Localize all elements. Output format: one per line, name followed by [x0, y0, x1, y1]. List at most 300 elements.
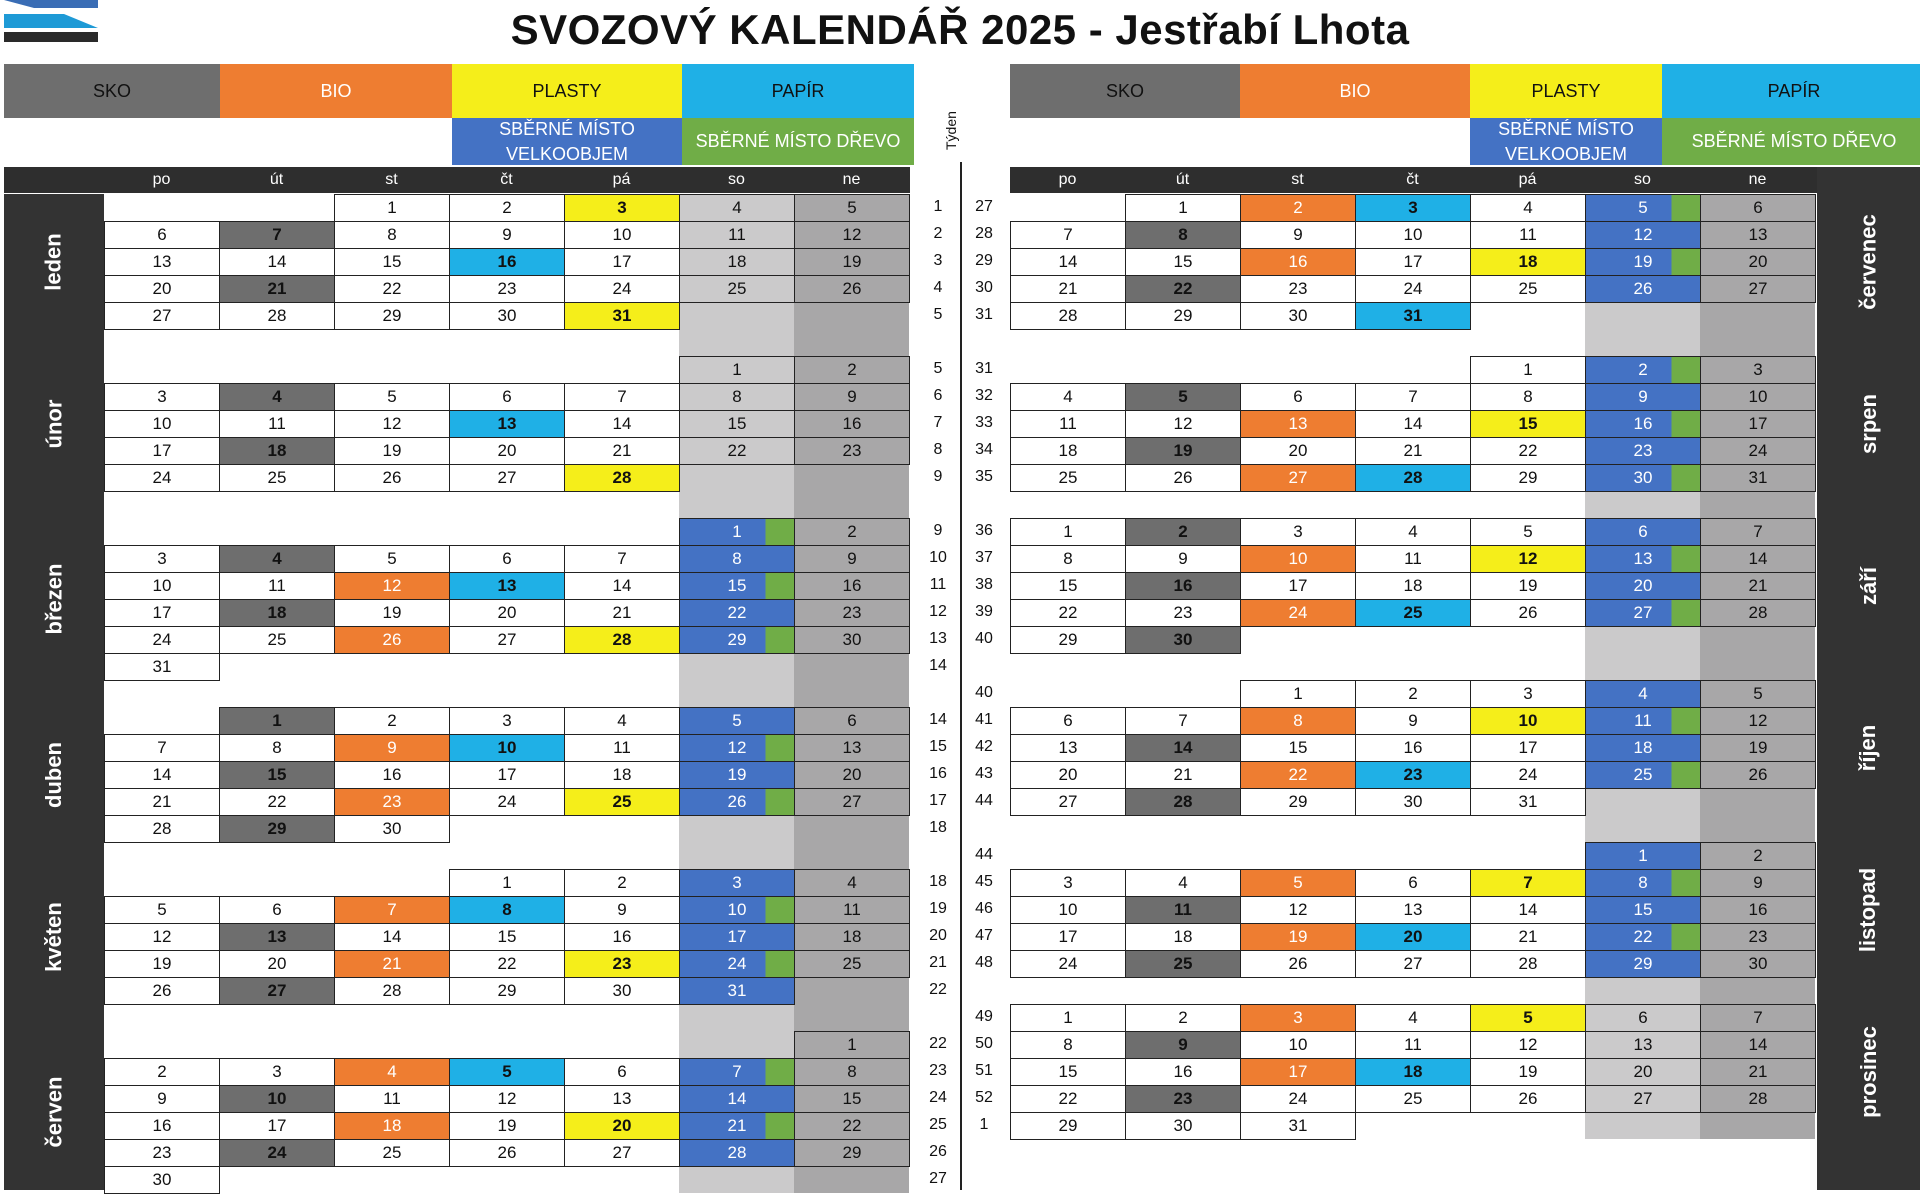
- calendar-day: 7: [679, 1058, 795, 1086]
- calendar-day: 26: [1470, 1085, 1586, 1113]
- calendar-day: 29: [1010, 626, 1126, 654]
- calendar-day: 2: [1585, 356, 1701, 384]
- calendar-day: 11: [334, 1085, 450, 1113]
- calendar-day: 28: [1470, 950, 1586, 978]
- calendar-day: 20: [1010, 761, 1126, 789]
- calendar-day: 17: [679, 923, 795, 951]
- calendar-day: 29: [449, 977, 565, 1005]
- calendar-day: 26: [104, 977, 220, 1005]
- calendar-day: 28: [1355, 464, 1471, 492]
- calendar-day: 17: [1240, 572, 1356, 600]
- calendar-day: 24: [1240, 599, 1356, 627]
- calendar-day: 18: [219, 437, 335, 465]
- calendar-day: 19: [1470, 572, 1586, 600]
- calendar-day: 10: [1010, 896, 1126, 924]
- calendar-day: 22: [679, 599, 795, 627]
- calendar-day: 15: [334, 248, 450, 276]
- calendar-day: 16: [1125, 1058, 1241, 1086]
- calendar-day: 23: [449, 275, 565, 303]
- week-number: 17: [929, 792, 947, 809]
- calendar-day: 25: [1355, 599, 1471, 627]
- calendar-day: 8: [794, 1058, 910, 1086]
- calendar-day: 12: [1470, 545, 1586, 573]
- calendar-day: 21: [679, 1112, 795, 1140]
- week-number: 22: [929, 981, 947, 998]
- calendar-day: 11: [219, 572, 335, 600]
- calendar-day: 5: [1470, 1004, 1586, 1032]
- calendar-day: 5: [334, 383, 450, 411]
- calendar-day: 4: [794, 869, 910, 897]
- calendar-day: 3: [219, 1058, 335, 1086]
- calendar-day: 14: [334, 923, 450, 951]
- calendar-day: 28: [564, 626, 680, 654]
- calendar-day: 20: [449, 437, 565, 465]
- calendar-day: 16: [104, 1112, 220, 1140]
- calendar-day: 13: [449, 572, 565, 600]
- calendar-day: 14: [104, 761, 220, 789]
- calendar-day: 7: [1125, 707, 1241, 735]
- week-number: 30: [975, 279, 993, 296]
- calendar-day: 4: [334, 1058, 450, 1086]
- calendar-day: 22: [334, 275, 450, 303]
- calendar-day: 10: [1355, 221, 1471, 249]
- calendar-day: 20: [1585, 1058, 1701, 1086]
- calendar-day: 5: [1585, 194, 1701, 222]
- calendar-day: 29: [1470, 464, 1586, 492]
- calendar-day: 21: [1700, 1058, 1816, 1086]
- week-number: 40: [975, 630, 993, 647]
- week-number: 20: [929, 927, 947, 944]
- calendar-day: 11: [1585, 707, 1701, 735]
- calendar-day: 23: [794, 437, 910, 465]
- calendar-day: 13: [1700, 221, 1816, 249]
- calendar-day: 1: [1010, 518, 1126, 546]
- calendar-day: 24: [1355, 275, 1471, 303]
- calendar-day: 9: [104, 1085, 220, 1113]
- calendar-day: 25: [219, 626, 335, 654]
- day-header-po: po: [152, 171, 171, 188]
- calendar-day: 6: [1355, 869, 1471, 897]
- calendar-day: 15: [679, 410, 795, 438]
- calendar-day: 9: [334, 734, 450, 762]
- calendar-day: 5: [1125, 383, 1241, 411]
- calendar-day: 29: [1125, 302, 1241, 330]
- calendar-day: 16: [334, 761, 450, 789]
- legend-sko: SKO: [1010, 64, 1240, 118]
- calendar-day: 21: [564, 599, 680, 627]
- calendar-day: 28: [1700, 599, 1816, 627]
- calendar-day: 21: [219, 275, 335, 303]
- calendar-day: 4: [679, 194, 795, 222]
- calendar-day: 10: [564, 221, 680, 249]
- calendar-day: 8: [449, 896, 565, 924]
- calendar-day: 23: [1125, 599, 1241, 627]
- calendar-day: 10: [1240, 545, 1356, 573]
- calendar-day: 7: [1700, 1004, 1816, 1032]
- calendar-day: 27: [794, 788, 910, 816]
- calendar-day: 1: [449, 869, 565, 897]
- calendar-day: 17: [1700, 410, 1816, 438]
- calendar-day: 22: [1125, 275, 1241, 303]
- calendar-day: 30: [334, 815, 450, 843]
- calendar-day: 8: [1010, 545, 1126, 573]
- calendar-day: 15: [1470, 410, 1586, 438]
- calendar-day: 15: [794, 1085, 910, 1113]
- calendar-day: 31: [1700, 464, 1816, 492]
- calendar-day: 14: [1125, 734, 1241, 762]
- day-header-út: út: [1175, 171, 1190, 188]
- day-header-čt: čt: [1406, 171, 1419, 188]
- calendar-day: 5: [1240, 869, 1356, 897]
- calendar-day: 6: [104, 221, 220, 249]
- calendar-day: 8: [1125, 221, 1241, 249]
- calendar-day: 1: [1585, 842, 1701, 870]
- calendar-day: 7: [564, 383, 680, 411]
- day-header-so: so: [728, 171, 745, 188]
- calendar-day: 23: [1125, 1085, 1241, 1113]
- calendar-day: 2: [1125, 518, 1241, 546]
- calendar-day: 17: [1470, 734, 1586, 762]
- calendar-day: 28: [564, 464, 680, 492]
- calendar-day: 22: [794, 1112, 910, 1140]
- calendar-day: 8: [219, 734, 335, 762]
- calendar-day: 6: [449, 545, 565, 573]
- legend-plasty: PLASTY: [452, 64, 682, 118]
- calendar-day: 22: [1585, 923, 1701, 951]
- calendar-day: 5: [1470, 518, 1586, 546]
- week-number: 6: [933, 387, 943, 404]
- calendar-day: 1: [794, 1031, 910, 1059]
- calendar-day: 17: [449, 761, 565, 789]
- calendar-day: 10: [1470, 707, 1586, 735]
- calendar-day: 20: [449, 599, 565, 627]
- calendar-day: 16: [794, 410, 910, 438]
- calendar-day: 9: [794, 545, 910, 573]
- calendar-day: 3: [1240, 518, 1356, 546]
- calendar-day: 8: [1470, 383, 1586, 411]
- calendar-day: 9: [1125, 1031, 1241, 1059]
- calendar-day: 29: [219, 815, 335, 843]
- calendar-day: 14: [1355, 410, 1471, 438]
- calendar-day: 24: [104, 626, 220, 654]
- week-number: 3: [933, 252, 943, 269]
- legend-bio: BIO: [1240, 64, 1470, 118]
- calendar-day: 23: [1585, 437, 1701, 465]
- calendar-day: 25: [219, 464, 335, 492]
- calendar-day: 2: [794, 356, 910, 384]
- calendar-day: 30: [794, 626, 910, 654]
- calendar-day: 18: [334, 1112, 450, 1140]
- calendar-day: 31: [564, 302, 680, 330]
- calendar-day: 4: [1355, 518, 1471, 546]
- week-number: 8: [933, 441, 943, 458]
- week-number: 12: [929, 603, 947, 620]
- calendar-day: 24: [449, 788, 565, 816]
- calendar-day: 25: [1585, 761, 1701, 789]
- week-number: 10: [929, 549, 947, 566]
- week-number: 4: [933, 279, 943, 296]
- calendar-day: 24: [1700, 437, 1816, 465]
- week-number: 52: [975, 1089, 993, 1106]
- calendar-day: 27: [1240, 464, 1356, 492]
- calendar-day: 30: [1700, 950, 1816, 978]
- calendar-day: 13: [1010, 734, 1126, 762]
- calendar-day: 2: [449, 194, 565, 222]
- calendar-day: 29: [794, 1139, 910, 1167]
- calendar-day: 17: [219, 1112, 335, 1140]
- calendar-day: 2: [104, 1058, 220, 1086]
- calendar-day: 8: [1010, 1031, 1126, 1059]
- calendar-day: 25: [794, 950, 910, 978]
- calendar-day: 27: [219, 977, 335, 1005]
- calendar-day: 18: [1125, 923, 1241, 951]
- calendar-day: 16: [1700, 896, 1816, 924]
- calendar-day: 22: [1010, 599, 1126, 627]
- week-number: 15: [929, 738, 947, 755]
- calendar-day: 7: [564, 545, 680, 573]
- calendar-day: 15: [1010, 572, 1126, 600]
- calendar-day: 1: [1010, 1004, 1126, 1032]
- week-number: 31: [975, 360, 993, 377]
- calendar-day: 21: [564, 437, 680, 465]
- calendar-day: 4: [1470, 194, 1586, 222]
- calendar-day: 1: [219, 707, 335, 735]
- calendar-day: 24: [1240, 1085, 1356, 1113]
- week-number: 24: [929, 1089, 947, 1106]
- calendar-day: 27: [1585, 599, 1701, 627]
- month-label: srpen: [1855, 393, 1881, 454]
- calendar-day: 22: [219, 788, 335, 816]
- calendar-day: 18: [1355, 1058, 1471, 1086]
- calendar-day: 8: [1585, 869, 1701, 897]
- calendar-day: 31: [104, 653, 220, 681]
- week-number: 5: [933, 306, 943, 323]
- week-number: 13: [929, 630, 947, 647]
- week-number: 25: [929, 1116, 947, 1133]
- week-number: 38: [975, 576, 993, 593]
- calendar-day: 19: [449, 1112, 565, 1140]
- calendar-day: 29: [1240, 788, 1356, 816]
- month-label: únor: [40, 399, 66, 448]
- calendar-day: 8: [1240, 707, 1356, 735]
- calendar-day: 21: [334, 950, 450, 978]
- calendar-day: 16: [449, 248, 565, 276]
- calendar-day: 28: [1700, 1085, 1816, 1113]
- calendar-day: 25: [679, 275, 795, 303]
- calendar-day: 9: [1240, 221, 1356, 249]
- calendar-day: 10: [1700, 383, 1816, 411]
- calendar-day: 28: [679, 1139, 795, 1167]
- week-number: 50: [975, 1035, 993, 1052]
- calendar-day: 7: [219, 221, 335, 249]
- calendar-day: 17: [104, 437, 220, 465]
- calendar-day: 15: [449, 923, 565, 951]
- legend-drevo: SBĚRNÉ MÍSTO DŘEVO: [1662, 118, 1920, 165]
- calendar-day: 31: [1470, 788, 1586, 816]
- calendar-day: 25: [1125, 950, 1241, 978]
- calendar-day: 7: [1700, 518, 1816, 546]
- calendar-day: 15: [1240, 734, 1356, 762]
- calendar-day: 6: [1585, 518, 1701, 546]
- calendar-day: 19: [1700, 734, 1816, 762]
- calendar-day: 2: [564, 869, 680, 897]
- calendar-day: 8: [679, 545, 795, 573]
- week-number: 18: [929, 873, 947, 890]
- calendar-day: 14: [1700, 1031, 1816, 1059]
- calendar-day: 20: [564, 1112, 680, 1140]
- calendar-day: 27: [104, 302, 220, 330]
- calendar-day: 9: [1125, 545, 1241, 573]
- calendar-day: 19: [334, 437, 450, 465]
- calendar-day: 23: [1240, 275, 1356, 303]
- calendar-day: 23: [104, 1139, 220, 1167]
- calendar-day: 30: [1125, 1112, 1241, 1140]
- calendar-day: 12: [104, 923, 220, 951]
- calendar-day: 23: [564, 950, 680, 978]
- week-number: 26: [929, 1143, 947, 1160]
- legend-papir: PAPÍR: [1662, 64, 1920, 118]
- calendar-day: 9: [564, 896, 680, 924]
- calendar-day: 16: [564, 923, 680, 951]
- calendar-day: 7: [1355, 383, 1471, 411]
- calendar-day: 30: [449, 302, 565, 330]
- calendar-day: 9: [1700, 869, 1816, 897]
- day-header-po: po: [1058, 171, 1077, 188]
- legend-sko: SKO: [4, 64, 220, 118]
- calendar-day: 11: [219, 410, 335, 438]
- calendar-day: 8: [679, 383, 795, 411]
- calendar-day: 25: [564, 788, 680, 816]
- calendar-day: 1: [1125, 194, 1241, 222]
- calendar-day: 26: [679, 788, 795, 816]
- month-label: září: [1855, 566, 1881, 605]
- calendar-day: 6: [449, 383, 565, 411]
- week-number: 21: [929, 954, 947, 971]
- calendar-day: 7: [104, 734, 220, 762]
- calendar-day: 12: [1585, 221, 1701, 249]
- calendar-day: 25: [1470, 275, 1586, 303]
- week-number: 29: [975, 252, 993, 269]
- calendar-day: 22: [1240, 761, 1356, 789]
- calendar-day: 3: [1010, 869, 1126, 897]
- week-number: 51: [975, 1062, 993, 1079]
- calendar-day: 20: [1240, 437, 1356, 465]
- calendar-day: 12: [1125, 410, 1241, 438]
- calendar-day: 26: [334, 464, 450, 492]
- calendar-day: 27: [449, 626, 565, 654]
- week-number: 49: [975, 1008, 993, 1025]
- calendar-day: 31: [1355, 302, 1471, 330]
- calendar-day: 24: [1470, 761, 1586, 789]
- calendar-day: 6: [794, 707, 910, 735]
- calendar-day: 3: [449, 707, 565, 735]
- calendar-day: 15: [1585, 896, 1701, 924]
- calendar-day: 18: [219, 599, 335, 627]
- calendar-day: 6: [1240, 383, 1356, 411]
- calendar-day: 26: [1585, 275, 1701, 303]
- week-number: 41: [975, 711, 993, 728]
- calendar-day: 6: [1700, 194, 1816, 222]
- calendar-day: 18: [564, 761, 680, 789]
- calendar-day: 28: [104, 815, 220, 843]
- calendar-day: 10: [679, 896, 795, 924]
- calendar-day: 2: [1355, 680, 1471, 708]
- calendar-day: 11: [1470, 221, 1586, 249]
- calendar-day: 3: [1355, 194, 1471, 222]
- calendar-day: 5: [449, 1058, 565, 1086]
- calendar-day: 17: [1355, 248, 1471, 276]
- week-number: 44: [975, 792, 993, 809]
- calendar-day: 22: [679, 437, 795, 465]
- calendar-day: 3: [1700, 356, 1816, 384]
- calendar-day: 17: [104, 599, 220, 627]
- calendar-day: 2: [1240, 194, 1356, 222]
- calendar-day: 3: [1470, 680, 1586, 708]
- calendar-day: 26: [1125, 464, 1241, 492]
- week-number: 22: [929, 1035, 947, 1052]
- week-number: 14: [929, 657, 947, 674]
- calendar-day: 28: [1010, 302, 1126, 330]
- week-number: 35: [975, 468, 993, 485]
- calendar-day: 27: [1355, 950, 1471, 978]
- legend-bio: BIO: [220, 64, 452, 118]
- day-header-út: út: [269, 171, 284, 188]
- calendar-day: 17: [1010, 923, 1126, 951]
- calendar-day: 1: [1470, 356, 1586, 384]
- calendar-day: 3: [104, 545, 220, 573]
- calendar-day: 6: [1585, 1004, 1701, 1032]
- week-number: 23: [929, 1062, 947, 1079]
- calendar-day: 21: [1010, 275, 1126, 303]
- calendar-day: 4: [219, 545, 335, 573]
- calendar-day: 12: [334, 572, 450, 600]
- calendar-day: 10: [104, 572, 220, 600]
- month-label: listopad: [1855, 867, 1881, 952]
- calendar-day: 14: [564, 572, 680, 600]
- week-number: 2: [933, 225, 943, 242]
- calendar-day: 10: [449, 734, 565, 762]
- week-number: 18: [929, 819, 947, 836]
- week-column-label: Týden: [943, 111, 959, 150]
- calendar-day: 24: [679, 950, 795, 978]
- calendar-day: 21: [1355, 437, 1471, 465]
- calendar-day: 29: [679, 626, 795, 654]
- calendar-day: 6: [219, 896, 335, 924]
- week-number: 42: [975, 738, 993, 755]
- calendar-day: 14: [679, 1085, 795, 1113]
- calendar-day: 30: [1125, 626, 1241, 654]
- calendar-day: 16: [1355, 734, 1471, 762]
- calendar-day: 24: [1010, 950, 1126, 978]
- calendar-day: 20: [1355, 923, 1471, 951]
- calendar-day: 12: [1240, 896, 1356, 924]
- legend-plasty: PLASTY: [1470, 64, 1662, 118]
- calendar-day: 18: [1585, 734, 1701, 762]
- calendar-day: 12: [449, 1085, 565, 1113]
- calendar-day: 19: [1240, 923, 1356, 951]
- calendar-day: 13: [794, 734, 910, 762]
- calendar-day: 15: [219, 761, 335, 789]
- week-number: 27: [975, 198, 993, 215]
- calendar-day: 13: [104, 248, 220, 276]
- calendar-day: 20: [794, 761, 910, 789]
- calendar-day: 26: [1470, 599, 1586, 627]
- week-number: 48: [975, 954, 993, 971]
- day-header-ne: ne: [842, 171, 861, 188]
- calendar-day: 9: [1585, 383, 1701, 411]
- week-number: 7: [933, 414, 943, 431]
- week-number: 43: [975, 765, 993, 782]
